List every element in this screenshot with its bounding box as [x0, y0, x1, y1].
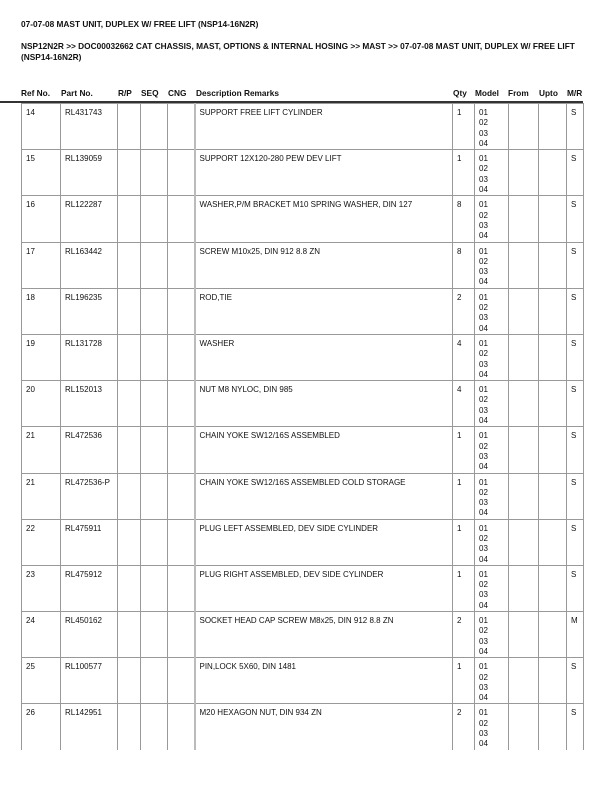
page-title: 07-07-08 MAST UNIT, DUPLEX W/ FREE LIFT (NSP14-16N2R) [21, 19, 259, 29]
cell-model [475, 242, 509, 288]
cell-mr: S [567, 104, 584, 150]
table-row [22, 334, 584, 380]
header-cng: CNG [168, 88, 187, 98]
cell-cng [168, 334, 195, 380]
model-code: 01 [479, 569, 488, 579]
cell-model [475, 150, 509, 196]
cell-seq [141, 658, 168, 704]
cell-rp [118, 612, 141, 658]
cell-from [509, 381, 539, 427]
model-code: 03 [479, 220, 488, 230]
cell-model [475, 381, 509, 427]
cell-mr: S [567, 427, 584, 473]
cell-ref-no: 18 [22, 288, 61, 334]
cell-mr: S [567, 381, 584, 427]
cell-mr: S [567, 565, 584, 611]
cell-description: WASHER,P/M BRACKET M10 SPRING WASHER, DIN 127 [195, 196, 453, 242]
table-row [22, 288, 584, 334]
cell-description: PLUG LEFT ASSEMBLED, DEV SIDE CYLINDER [195, 519, 453, 565]
cell-mr: S [567, 519, 584, 565]
cell-ref-no: 24 [22, 612, 61, 658]
cell-rp [118, 381, 141, 427]
cell-part-no: RL131728 [61, 334, 118, 380]
cell-mr: S [567, 658, 584, 704]
header-from: From [508, 88, 529, 98]
cell-upto [539, 150, 567, 196]
cell-mr: S [567, 150, 584, 196]
cell-seq [141, 473, 168, 519]
cell-upto [539, 381, 567, 427]
cell-mr: S [567, 473, 584, 519]
cell-model [475, 288, 509, 334]
model-code: 01 [479, 200, 488, 210]
model-code: 03 [479, 313, 488, 323]
cell-qty: 1 [453, 150, 475, 196]
cell-description: PLUG RIGHT ASSEMBLED, DEV SIDE CYLINDER [195, 565, 453, 611]
cell-rp [118, 196, 141, 242]
cell-qty: 1 [453, 473, 475, 519]
model-code: 01 [479, 108, 488, 117]
cell-description: SUPPORT 12X120-280 PEW DEV LIFT [195, 150, 453, 196]
cell-part-no: RL472536 [61, 427, 118, 473]
table-row [22, 242, 584, 288]
table-row [22, 427, 584, 473]
cell-part-no: RL152013 [61, 381, 118, 427]
model-code: 03 [479, 544, 488, 554]
cell-model [475, 612, 509, 658]
cell-mr: S [567, 288, 584, 334]
table-row [22, 519, 584, 565]
cell-upto [539, 704, 567, 750]
cell-mr: S [567, 196, 584, 242]
cell-ref-no: 19 [22, 334, 61, 380]
cell-from [509, 427, 539, 473]
cell-ref-no: 14 [22, 104, 61, 150]
cell-upto [539, 612, 567, 658]
model-code: 03 [479, 729, 488, 739]
model-code: 01 [479, 246, 488, 256]
cell-from [509, 150, 539, 196]
model-code: 02 [479, 441, 488, 451]
cell-mr: S [567, 334, 584, 380]
cell-rp [118, 288, 141, 334]
model-code: 01 [479, 154, 488, 164]
cell-cng [168, 704, 195, 750]
cell-cng [168, 427, 195, 473]
cell-description: WASHER [195, 334, 453, 380]
cell-qty: 4 [453, 334, 475, 380]
model-code: 02 [479, 303, 488, 313]
cell-seq [141, 334, 168, 380]
cell-rp [118, 334, 141, 380]
cell-qty: 1 [453, 565, 475, 611]
model-code: 04 [479, 508, 488, 518]
cell-ref-no: 20 [22, 381, 61, 427]
parts-table [21, 103, 584, 750]
model-code: 02 [479, 626, 488, 636]
cell-qty: 8 [453, 242, 475, 288]
model-code: 02 [479, 672, 488, 682]
cell-part-no: RL139059 [61, 150, 118, 196]
cell-from [509, 242, 539, 288]
table-row [22, 565, 584, 611]
header-rp: R/P [118, 88, 132, 98]
cell-from [509, 612, 539, 658]
cell-from [509, 565, 539, 611]
table-row [22, 658, 584, 704]
cell-from [509, 334, 539, 380]
cell-mr: M [567, 612, 584, 658]
model-code: 01 [479, 662, 488, 672]
cell-upto [539, 288, 567, 334]
model-code: 02 [479, 256, 488, 266]
model-code: 03 [479, 174, 488, 184]
model-code: 04 [479, 646, 488, 656]
cell-qty: 4 [453, 381, 475, 427]
model-code: 01 [479, 385, 488, 395]
model-code: 03 [479, 359, 488, 369]
cell-cng [168, 288, 195, 334]
cell-upto [539, 658, 567, 704]
cell-model [475, 427, 509, 473]
header-part-no: Part No. [61, 88, 93, 98]
model-code: 02 [479, 118, 488, 128]
header-qty: Qty [453, 88, 467, 98]
cell-ref-no: 15 [22, 150, 61, 196]
cell-rp [118, 658, 141, 704]
cell-from [509, 473, 539, 519]
model-code: 04 [479, 739, 488, 749]
cell-ref-no: 17 [22, 242, 61, 288]
cell-rp [118, 704, 141, 750]
model-code: 03 [479, 451, 488, 461]
cell-rp [118, 565, 141, 611]
cell-part-no: RL142951 [61, 704, 118, 750]
cell-model [475, 104, 509, 150]
cell-rp [118, 427, 141, 473]
cell-rp [118, 150, 141, 196]
cell-qty: 2 [453, 612, 475, 658]
model-code: 01 [479, 523, 488, 533]
table-row [22, 473, 584, 519]
cell-seq [141, 381, 168, 427]
cell-seq [141, 565, 168, 611]
cell-qty: 1 [453, 104, 475, 150]
cell-part-no: RL475912 [61, 565, 118, 611]
model-code: 01 [479, 477, 488, 487]
model-code: 04 [479, 416, 488, 426]
cell-from [509, 196, 539, 242]
cell-from [509, 519, 539, 565]
cell-cng [168, 104, 195, 150]
cell-description: SOCKET HEAD CAP SCREW M8x25, DIN 912 8.8 ZN [195, 612, 453, 658]
model-code: 04 [479, 277, 488, 287]
cell-cng [168, 612, 195, 658]
table-row [22, 704, 584, 750]
model-code: 02 [479, 580, 488, 590]
table-row [22, 104, 584, 150]
cell-mr: S [567, 242, 584, 288]
cell-seq [141, 150, 168, 196]
breadcrumb: NSP12N2R >> DOC00032662 CAT CHASSIS, MAST, OPTIONS & INTERNAL HOSING >> MAST >> 07-07-08 MAST UNIT, DUPLEX W/ FREE LIFT (NSP14-16N2R) [21, 41, 575, 62]
cell-upto [539, 104, 567, 150]
cell-ref-no: 21 [22, 473, 61, 519]
cell-model [475, 473, 509, 519]
cell-seq [141, 704, 168, 750]
cell-ref-no: 23 [22, 565, 61, 611]
model-code: 02 [479, 210, 488, 220]
model-code: 01 [479, 292, 488, 302]
model-code: 01 [479, 708, 488, 718]
cell-upto [539, 427, 567, 473]
cell-description: M20 HEXAGON NUT, DIN 934 ZN [195, 704, 453, 750]
cell-seq [141, 612, 168, 658]
model-code: 02 [479, 487, 488, 497]
model-code: 02 [479, 164, 488, 174]
cell-description: ROD,TIE [195, 288, 453, 334]
cell-upto [539, 519, 567, 565]
cell-upto [539, 334, 567, 380]
header-ref-no: Ref No. [21, 88, 51, 98]
cell-seq [141, 427, 168, 473]
cell-ref-no: 26 [22, 704, 61, 750]
cell-description: CHAIN YOKE SW12/16S ASSEMBLED [195, 427, 453, 473]
cell-rp [118, 242, 141, 288]
header-upto: Upto [539, 88, 558, 98]
cell-seq [141, 519, 168, 565]
cell-part-no: RL475911 [61, 519, 118, 565]
table-row [22, 612, 584, 658]
cell-description: SCREW M10x25, DIN 912 8.8 ZN [195, 242, 453, 288]
cell-seq [141, 288, 168, 334]
cell-upto [539, 242, 567, 288]
cell-model [475, 519, 509, 565]
model-code: 02 [479, 349, 488, 359]
cell-qty: 1 [453, 427, 475, 473]
cell-model [475, 704, 509, 750]
table-header [0, 88, 612, 100]
cell-description: CHAIN YOKE SW12/16S ASSEMBLED COLD STORAGE [195, 473, 453, 519]
cell-cng [168, 196, 195, 242]
cell-qty: 2 [453, 704, 475, 750]
cell-description: NUT M8 NYLOC, DIN 985 [195, 381, 453, 427]
cell-seq [141, 104, 168, 150]
model-code: 03 [479, 405, 488, 415]
cell-from [509, 658, 539, 704]
cell-part-no: RL122287 [61, 196, 118, 242]
cell-seq [141, 242, 168, 288]
cell-from [509, 104, 539, 150]
model-code: 04 [479, 693, 488, 703]
model-code: 02 [479, 395, 488, 405]
model-code: 02 [479, 533, 488, 543]
model-code: 03 [479, 636, 488, 646]
model-code: 02 [479, 718, 488, 728]
model-code: 03 [479, 267, 488, 277]
model-code: 04 [479, 138, 488, 148]
cell-mr: S [567, 704, 584, 750]
cell-cng [168, 519, 195, 565]
cell-description: PIN,LOCK 5X60, DIN 1481 [195, 658, 453, 704]
model-code: 04 [479, 231, 488, 241]
cell-cng [168, 381, 195, 427]
cell-upto [539, 196, 567, 242]
cell-model [475, 565, 509, 611]
cell-part-no: RL100577 [61, 658, 118, 704]
cell-part-no: RL431743 [61, 104, 118, 150]
cell-qty: 2 [453, 288, 475, 334]
cell-part-no: RL163442 [61, 242, 118, 288]
cell-seq [141, 196, 168, 242]
header-description: Description Remarks [196, 88, 280, 98]
cell-cng [168, 658, 195, 704]
cell-cng [168, 242, 195, 288]
cell-cng [168, 150, 195, 196]
model-code: 04 [479, 462, 488, 472]
header-mr: M/R [567, 88, 583, 98]
cell-ref-no: 25 [22, 658, 61, 704]
model-code: 04 [479, 323, 488, 333]
cell-qty: 8 [453, 196, 475, 242]
cell-ref-no: 16 [22, 196, 61, 242]
model-code: 03 [479, 128, 488, 138]
cell-model [475, 658, 509, 704]
cell-ref-no: 22 [22, 519, 61, 565]
model-code: 03 [479, 498, 488, 508]
model-code: 01 [479, 616, 488, 626]
cell-upto [539, 473, 567, 519]
cell-cng [168, 565, 195, 611]
cell-upto [539, 565, 567, 611]
cell-ref-no: 21 [22, 427, 61, 473]
cell-part-no: RL196235 [61, 288, 118, 334]
cell-qty: 1 [453, 658, 475, 704]
cell-cng [168, 473, 195, 519]
parts-table-body [22, 104, 584, 750]
cell-from [509, 704, 539, 750]
cell-from [509, 288, 539, 334]
cell-rp [118, 473, 141, 519]
model-code: 04 [479, 600, 488, 610]
cell-rp [118, 104, 141, 150]
model-code: 03 [479, 590, 488, 600]
table-row [22, 196, 584, 242]
model-code: 03 [479, 682, 488, 692]
model-code: 01 [479, 431, 488, 441]
table-row [22, 381, 584, 427]
header-model: Model [475, 88, 499, 98]
cell-description: SUPPORT FREE LIFT CYLINDER [195, 104, 453, 150]
cell-model [475, 196, 509, 242]
model-code: 04 [479, 369, 488, 379]
cell-model [475, 334, 509, 380]
header-seq: SEQ [141, 88, 159, 98]
model-code: 04 [479, 185, 488, 195]
table-row [22, 150, 584, 196]
cell-qty: 1 [453, 519, 475, 565]
model-code: 04 [479, 554, 488, 564]
cell-rp [118, 519, 141, 565]
model-code: 01 [479, 338, 488, 348]
cell-part-no: RL450162 [61, 612, 118, 658]
cell-part-no: RL472536-P [61, 473, 118, 519]
